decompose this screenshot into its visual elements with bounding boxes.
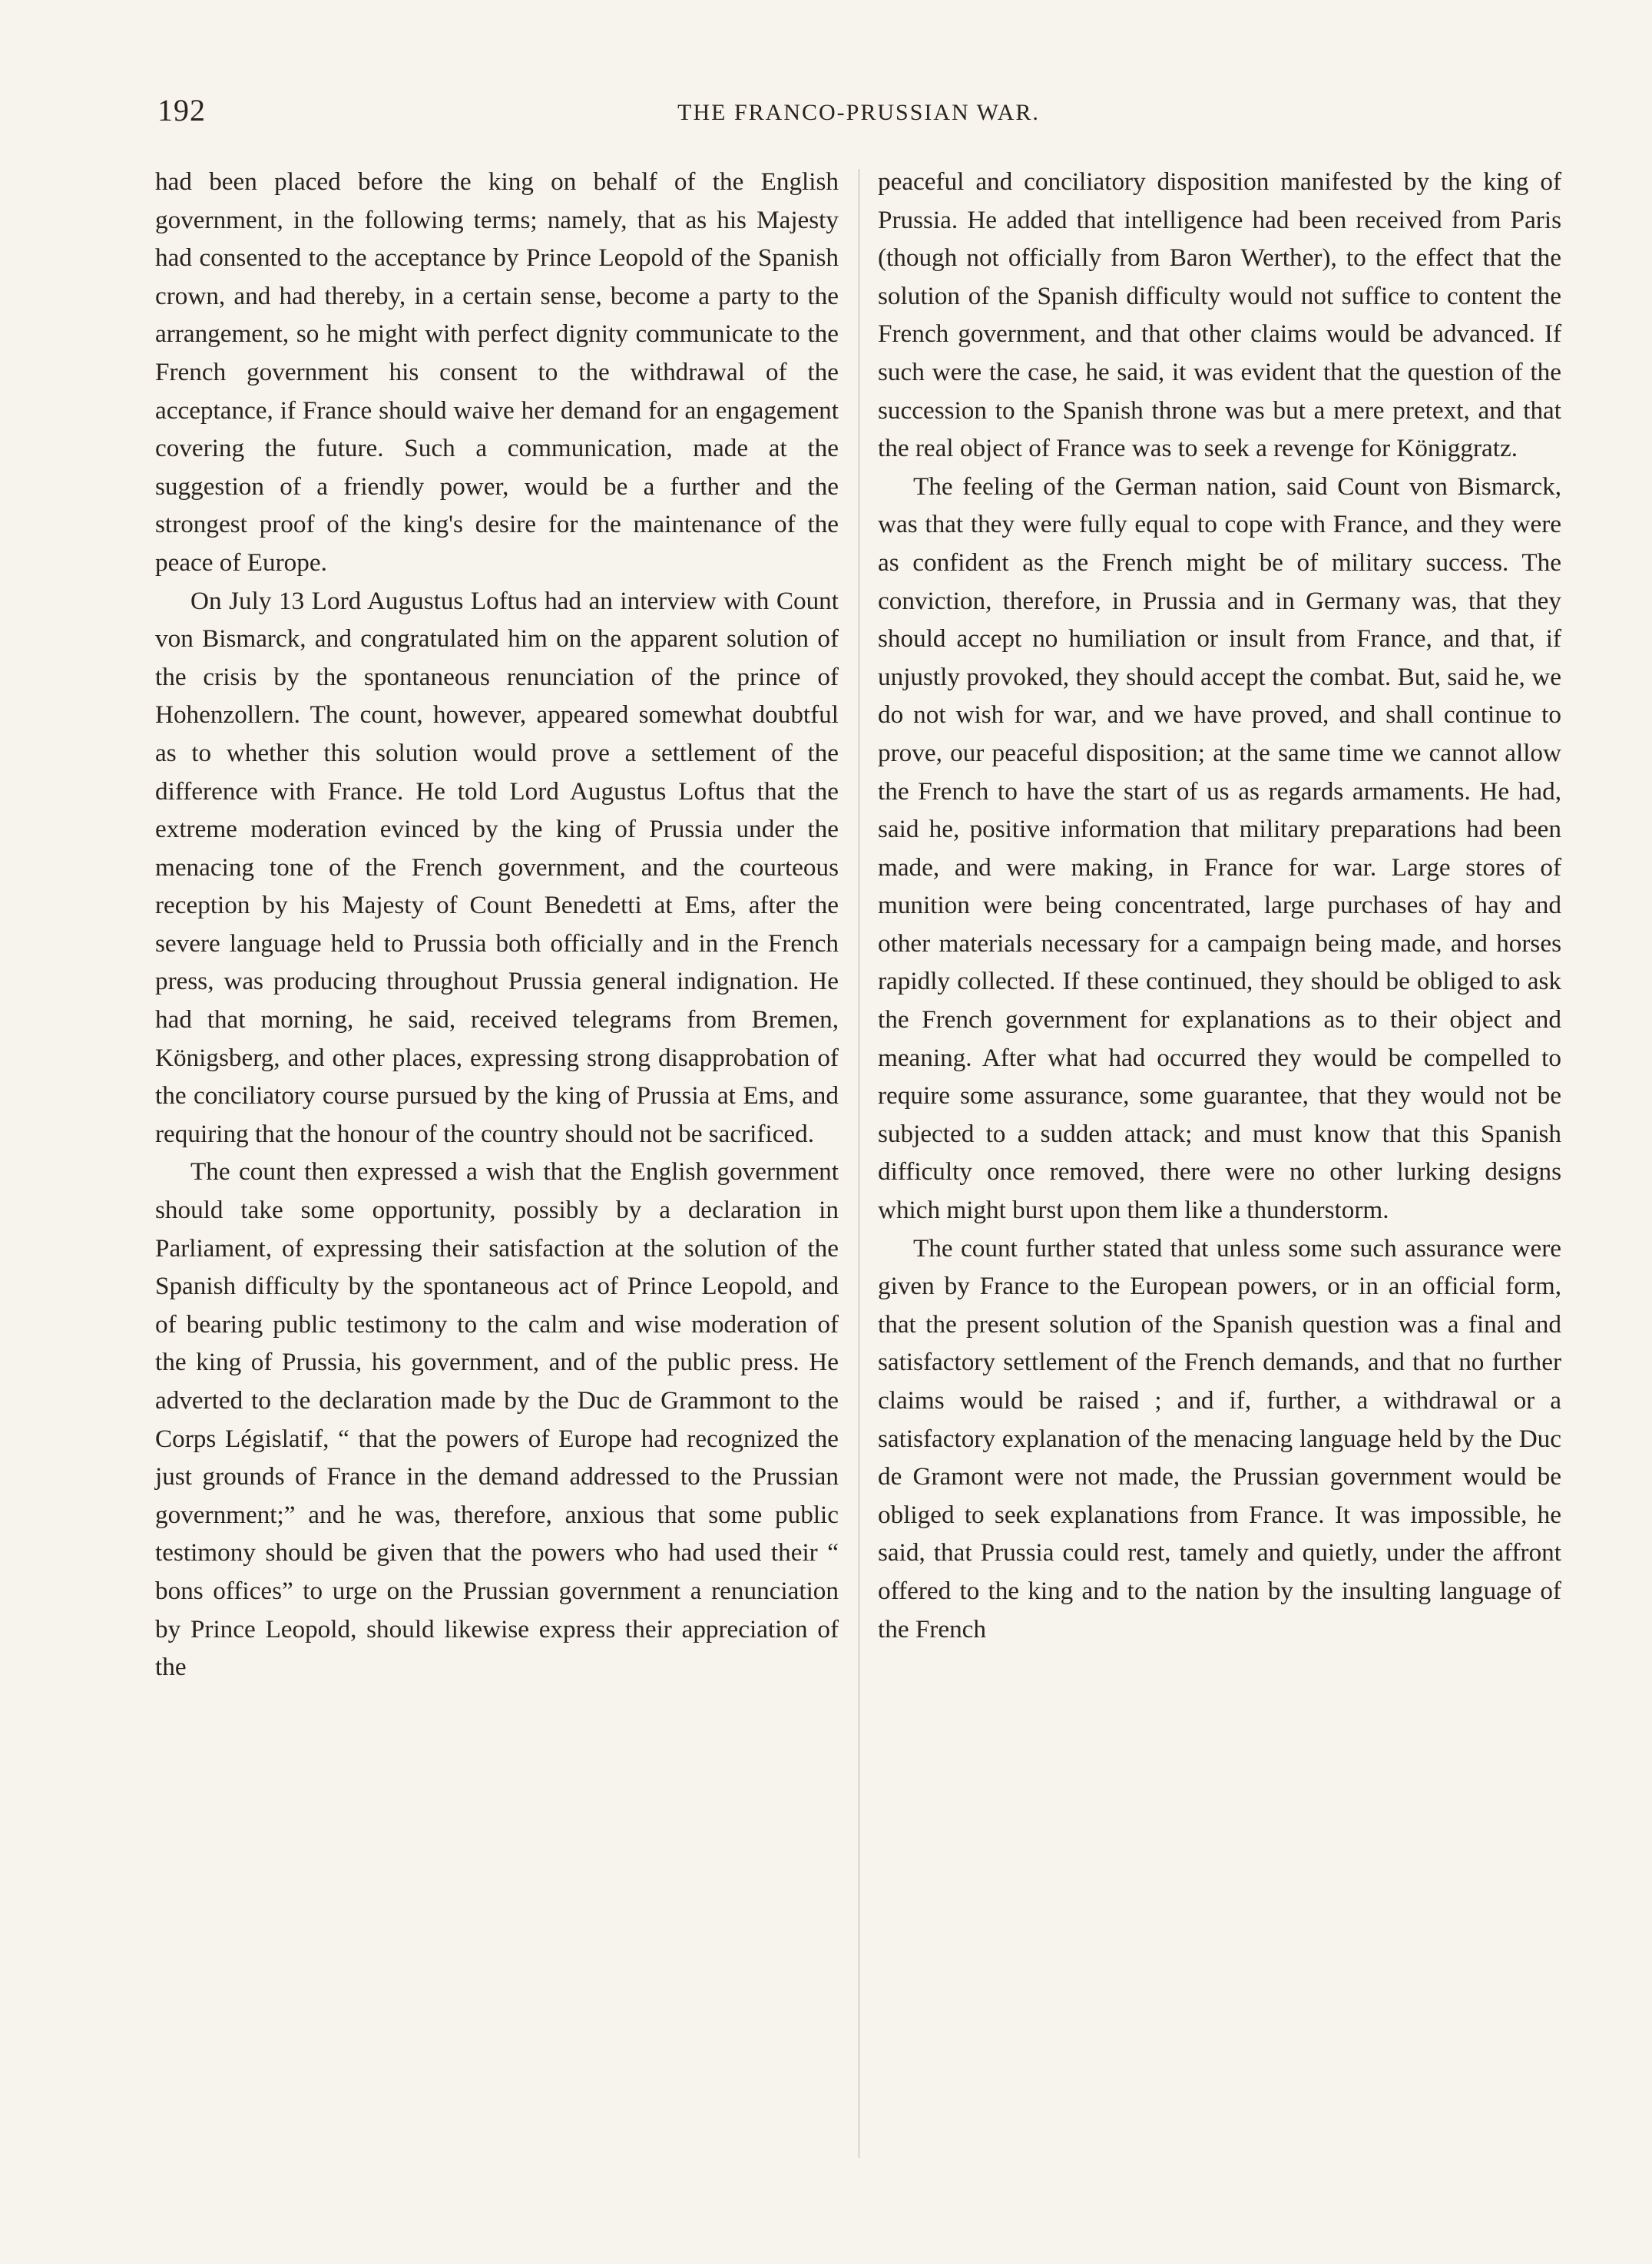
page-header — [157, 92, 1560, 138]
paragraph: had been placed before the king on behalf of the English government, in the following terms; namely, that as his Majesty had consented to the acceptance by Prince Leopold of the Spanish crown, and had thereby, in a certain sense, become a party to the arrangement, so he might with perfect dignity communicate to the French government his consent to the withdrawal of the acceptance, if France should waive her demand for an engagement covering the future. Such a communication, made at the suggestion of a friendly power, would be a further and the strongest proof of the king's desire for the maintenance of the peace of Europe. — [155, 167, 839, 577]
paragraph: peaceful and conciliatory disposition manifested by the king of Prussia. He added that intelligence had been received from Paris (though not officially from Baron Werther), to the effect that the solution of the Spanish difficulty would not suffice to content the French government, and that other claims would be advanced. If such were the case, he said, it was evident that the question of the succession to the Spanish throne was but a mere pretext, and that the real object of France was to seek a revenge for Königgratz. — [878, 167, 1561, 463]
paragraph: The feeling of the German nation, said Count von Bismarck, was that they were fully equal to cope with France, and they were as confident as the French might be of military success. The conviction, therefore, in Prussia and in Germany was, that they should accept no humiliation or insult from France, and that, if unjustly provoked, they should accept the combat. But, said he, we do not wish for war, and we have proved, and shall continue to prove, our peaceful disposition; at the same time we cannot allow the French to have the start of us as regards armaments. He had, said he, positive information that military preparations had been made, and were making, in France for war. Large stores of munition were being concentrated, large purchases of hay and other materials necessary for a campaign being made, and horses rapidly collected. If these continued, they should be obliged to ask the French government for explanations as to their object and meaning. After what had occurred they would be compelled to require some assurance, some guarantee, that they would not be subjected to a sudden attack; and must know that this Spanish difficulty once removed, there were no other lurking designs which might burst upon them like a thunderstorm. — [878, 472, 1561, 1225]
running-title: THE FRANCO-PRUSSIAN WAR. — [677, 100, 1040, 125]
right-column — [878, 163, 1561, 1648]
paragraph: On July 13 Lord Augustus Loftus had an interview with Count von Bismarck, and congratulated him on the apparent solution of the crisis by the spontaneous renunciation of the prince of Hohenzollern. The count, however, appeared somewhat doubtful as to whether this solution would prove a settlement of the difference with France. He told Lord Augustus Loftus that the extreme moderation evinced by the king of Prussia under the menacing tone of the French government, and the courteous reception by his Majesty of Count Benedetti at Ems, after the severe language held to Prussia both officially and in the French press, was producing throughout Prussia general indignation. He had that morning, he said, received telegrams from Bremen, Königsberg, and other places, expressing strong disapprobation of the conciliatory course pursued by the king of Prussia at Ems, and requiring that the honour of the country should not be sacrificed. — [155, 586, 839, 1148]
page-number: 192 — [157, 93, 206, 127]
left-column — [155, 163, 839, 1686]
paragraph: The count then expressed a wish that the English government should take some opportunity, possibly by a declaration in Parliament, of expressing their satisfaction at the solution of the Spanish difficulty by the spontaneous act of Prince Leopold, and of bearing public testimony to the calm and wise moderation of the king of Prussia, his government, and of the public press. He adverted to the declaration made by the Duc de Grammont to the Corps Législatif, “ that the powers of Europe had recognized the just grounds of France in the demand addressed to the Prussian government;” and he was, therefore, anxious that some public testimony should be given that the powers who had used their “ bons offices” to urge on the Prussian government a renunciation by Prince Leopold, should likewise express their appreciation of the — [155, 1157, 839, 1682]
paragraph: The count further stated that unless some such assurance were given by France to the European powers, or in an official form, that the present solution of the Spanish question was a final and satisfactory settlement of the French demands, and that no further claims would be raised ; and if, further, a withdrawal or a satisfactory explanation of the menacing language held by the Duc de Gramont were not made, the Prussian government would be obliged to seek explanations from France. It was impossible, he said, that Prussia could rest, tamely and quietly, under the affront offered to the king and to the nation by the insulting language of the French — [878, 1233, 1561, 1643]
